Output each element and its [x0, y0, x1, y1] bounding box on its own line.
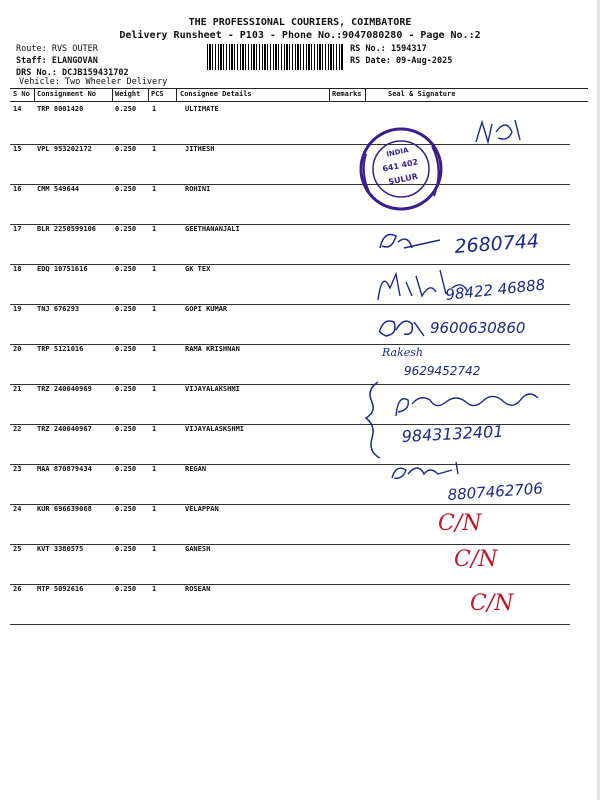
col-header-consignee: Consignee Details: [180, 90, 252, 98]
handwritten-phone: 9629452742: [404, 364, 481, 378]
row-weight: 0.250: [115, 425, 137, 433]
row-consignee: GEETHANANJALI: [185, 225, 240, 233]
stamp-pin: 641 402: [381, 157, 419, 174]
row-pcs: 1: [152, 345, 157, 353]
row-consignment: KUR 696639068: [37, 505, 92, 513]
row-weight: 0.250: [115, 345, 137, 353]
row-consignment: TRP 5121016: [37, 345, 84, 353]
row-consignee: RAMA KRISHNAN: [185, 345, 240, 353]
rs-date: RS Date: 09-Aug-2025: [350, 56, 453, 66]
row-pcs: 1: [152, 425, 157, 433]
row-pcs: 1: [152, 305, 157, 313]
row-consignment: KVT 3380575: [37, 545, 84, 553]
row-consignee: ULTIMATE: [185, 105, 219, 113]
row-pcs: 1: [152, 465, 157, 473]
signature-scribble: [380, 321, 424, 336]
staff-label: Staff: ELANGOVAN: [16, 56, 98, 66]
row-weight: 0.250: [115, 225, 137, 233]
row-sno: 15: [13, 145, 22, 153]
handwritten-phone: 8807462706: [447, 479, 544, 504]
bracket-mark: [366, 382, 380, 458]
signature-scribble: [392, 462, 458, 478]
row-sno: 26: [13, 585, 22, 593]
row-consignee: VELAPPAN: [185, 505, 219, 513]
row-weight: 0.250: [115, 185, 137, 193]
handwritten-phone: 9600630860: [430, 319, 526, 337]
row-consignee: ROSEAN: [185, 585, 211, 593]
row-sno: 16: [13, 185, 22, 193]
handwritten-name: Rakesh: [382, 346, 423, 359]
row-consignment: CMM 549644: [37, 185, 80, 193]
row-pcs: 1: [152, 225, 157, 233]
row-weight: 0.250: [115, 545, 137, 553]
row-consignment: TRZ 240040967: [37, 425, 92, 433]
row-consignment: TNJ 676293: [37, 305, 80, 313]
row-consignee: ROHINI: [185, 185, 211, 193]
signature-scribble: [476, 120, 520, 142]
row-pcs: 1: [152, 265, 157, 273]
row-weight: 0.250: [115, 585, 137, 593]
row-weight: 0.250: [115, 145, 137, 153]
row-sno: 20: [13, 345, 22, 353]
row-weight: 0.250: [115, 265, 137, 273]
row-consignment: BLR 2250599106: [37, 225, 97, 233]
row-consignment: TRP 8001420: [37, 105, 84, 113]
row-consignee: JITHESH: [185, 145, 215, 153]
row-sno: 23: [13, 465, 22, 473]
row-weight: 0.250: [115, 385, 137, 393]
signature-scribble: [380, 235, 440, 249]
handwritten-phone: 9843132401: [401, 421, 504, 446]
row-consignee: GANESH: [185, 545, 211, 553]
stamp-city: SULUR: [387, 171, 419, 187]
handwritten-cn-mark: C/N: [438, 511, 482, 536]
row-sno: 22: [13, 425, 22, 433]
col-header-consignment: Consignment No: [37, 90, 97, 98]
row-pcs: 1: [152, 105, 157, 113]
row-sno: 18: [13, 265, 22, 273]
row-consignee: GK TEX: [185, 265, 211, 273]
col-header-remarks: Remarks: [332, 90, 362, 98]
row-consignee: VIJAYALASKSHMI: [185, 425, 245, 433]
handwritten-phone: 98422 46888: [444, 275, 547, 304]
row-consignment: VPL 953202172: [37, 145, 92, 153]
col-header-pcs: PCS: [151, 90, 164, 98]
row-sno: 21: [13, 385, 22, 393]
row-sno: 17: [13, 225, 22, 233]
col-header-sno: S No: [13, 90, 30, 98]
row-consignment: MAA 870879434: [37, 465, 92, 473]
row-pcs: 1: [152, 505, 157, 513]
runsheet-subtitle: Delivery Runsheet - P103 - Phone No.:9047080280 - Page No.:2: [119, 30, 481, 41]
row-consignment: EDQ 10751616: [37, 265, 88, 273]
rs-number: RS No.: 1594317: [350, 44, 427, 54]
drs-label: DRS No.: DCJB159431702: [16, 68, 129, 78]
col-header-seal: Seal & Signature: [388, 90, 456, 98]
row-sno: 24: [13, 505, 22, 513]
row-consignment: MTP 5092616: [37, 585, 84, 593]
stamp-country: INDIA: [385, 146, 410, 159]
row-weight: 0.250: [115, 505, 137, 513]
signature-scribble: [396, 394, 538, 416]
row-sno: 25: [13, 545, 22, 553]
row-pcs: 1: [152, 145, 157, 153]
row-consignment: TRZ 240040969: [37, 385, 92, 393]
row-consignee: VIJAYALAKSHMI: [185, 385, 240, 393]
route-label: Route: RVS OUTER: [16, 44, 98, 54]
row-pcs: 1: [152, 545, 157, 553]
handwritten-phone: 2680744: [453, 230, 540, 258]
row-weight: 0.250: [115, 465, 137, 473]
vehicle-label: Vehicle: Two Wheeler Delivery: [19, 77, 168, 87]
row-sno: 14: [13, 105, 22, 113]
company-title: THE PROFESSIONAL COURIERS, COIMBATORE: [188, 17, 412, 28]
row-pcs: 1: [152, 185, 157, 193]
row-sno: 19: [13, 305, 22, 313]
row-consignee: GOPI KUMAR: [185, 305, 228, 313]
col-header-weight: Weight: [115, 90, 141, 98]
row-pcs: 1: [152, 385, 157, 393]
row-consignee: REGAN: [185, 465, 207, 473]
handwritten-cn-mark: C/N: [454, 547, 498, 572]
row-weight: 0.250: [115, 105, 137, 113]
row-weight: 0.250: [115, 305, 137, 313]
row-pcs: 1: [152, 585, 157, 593]
handwritten-cn-mark: C/N: [470, 591, 514, 616]
